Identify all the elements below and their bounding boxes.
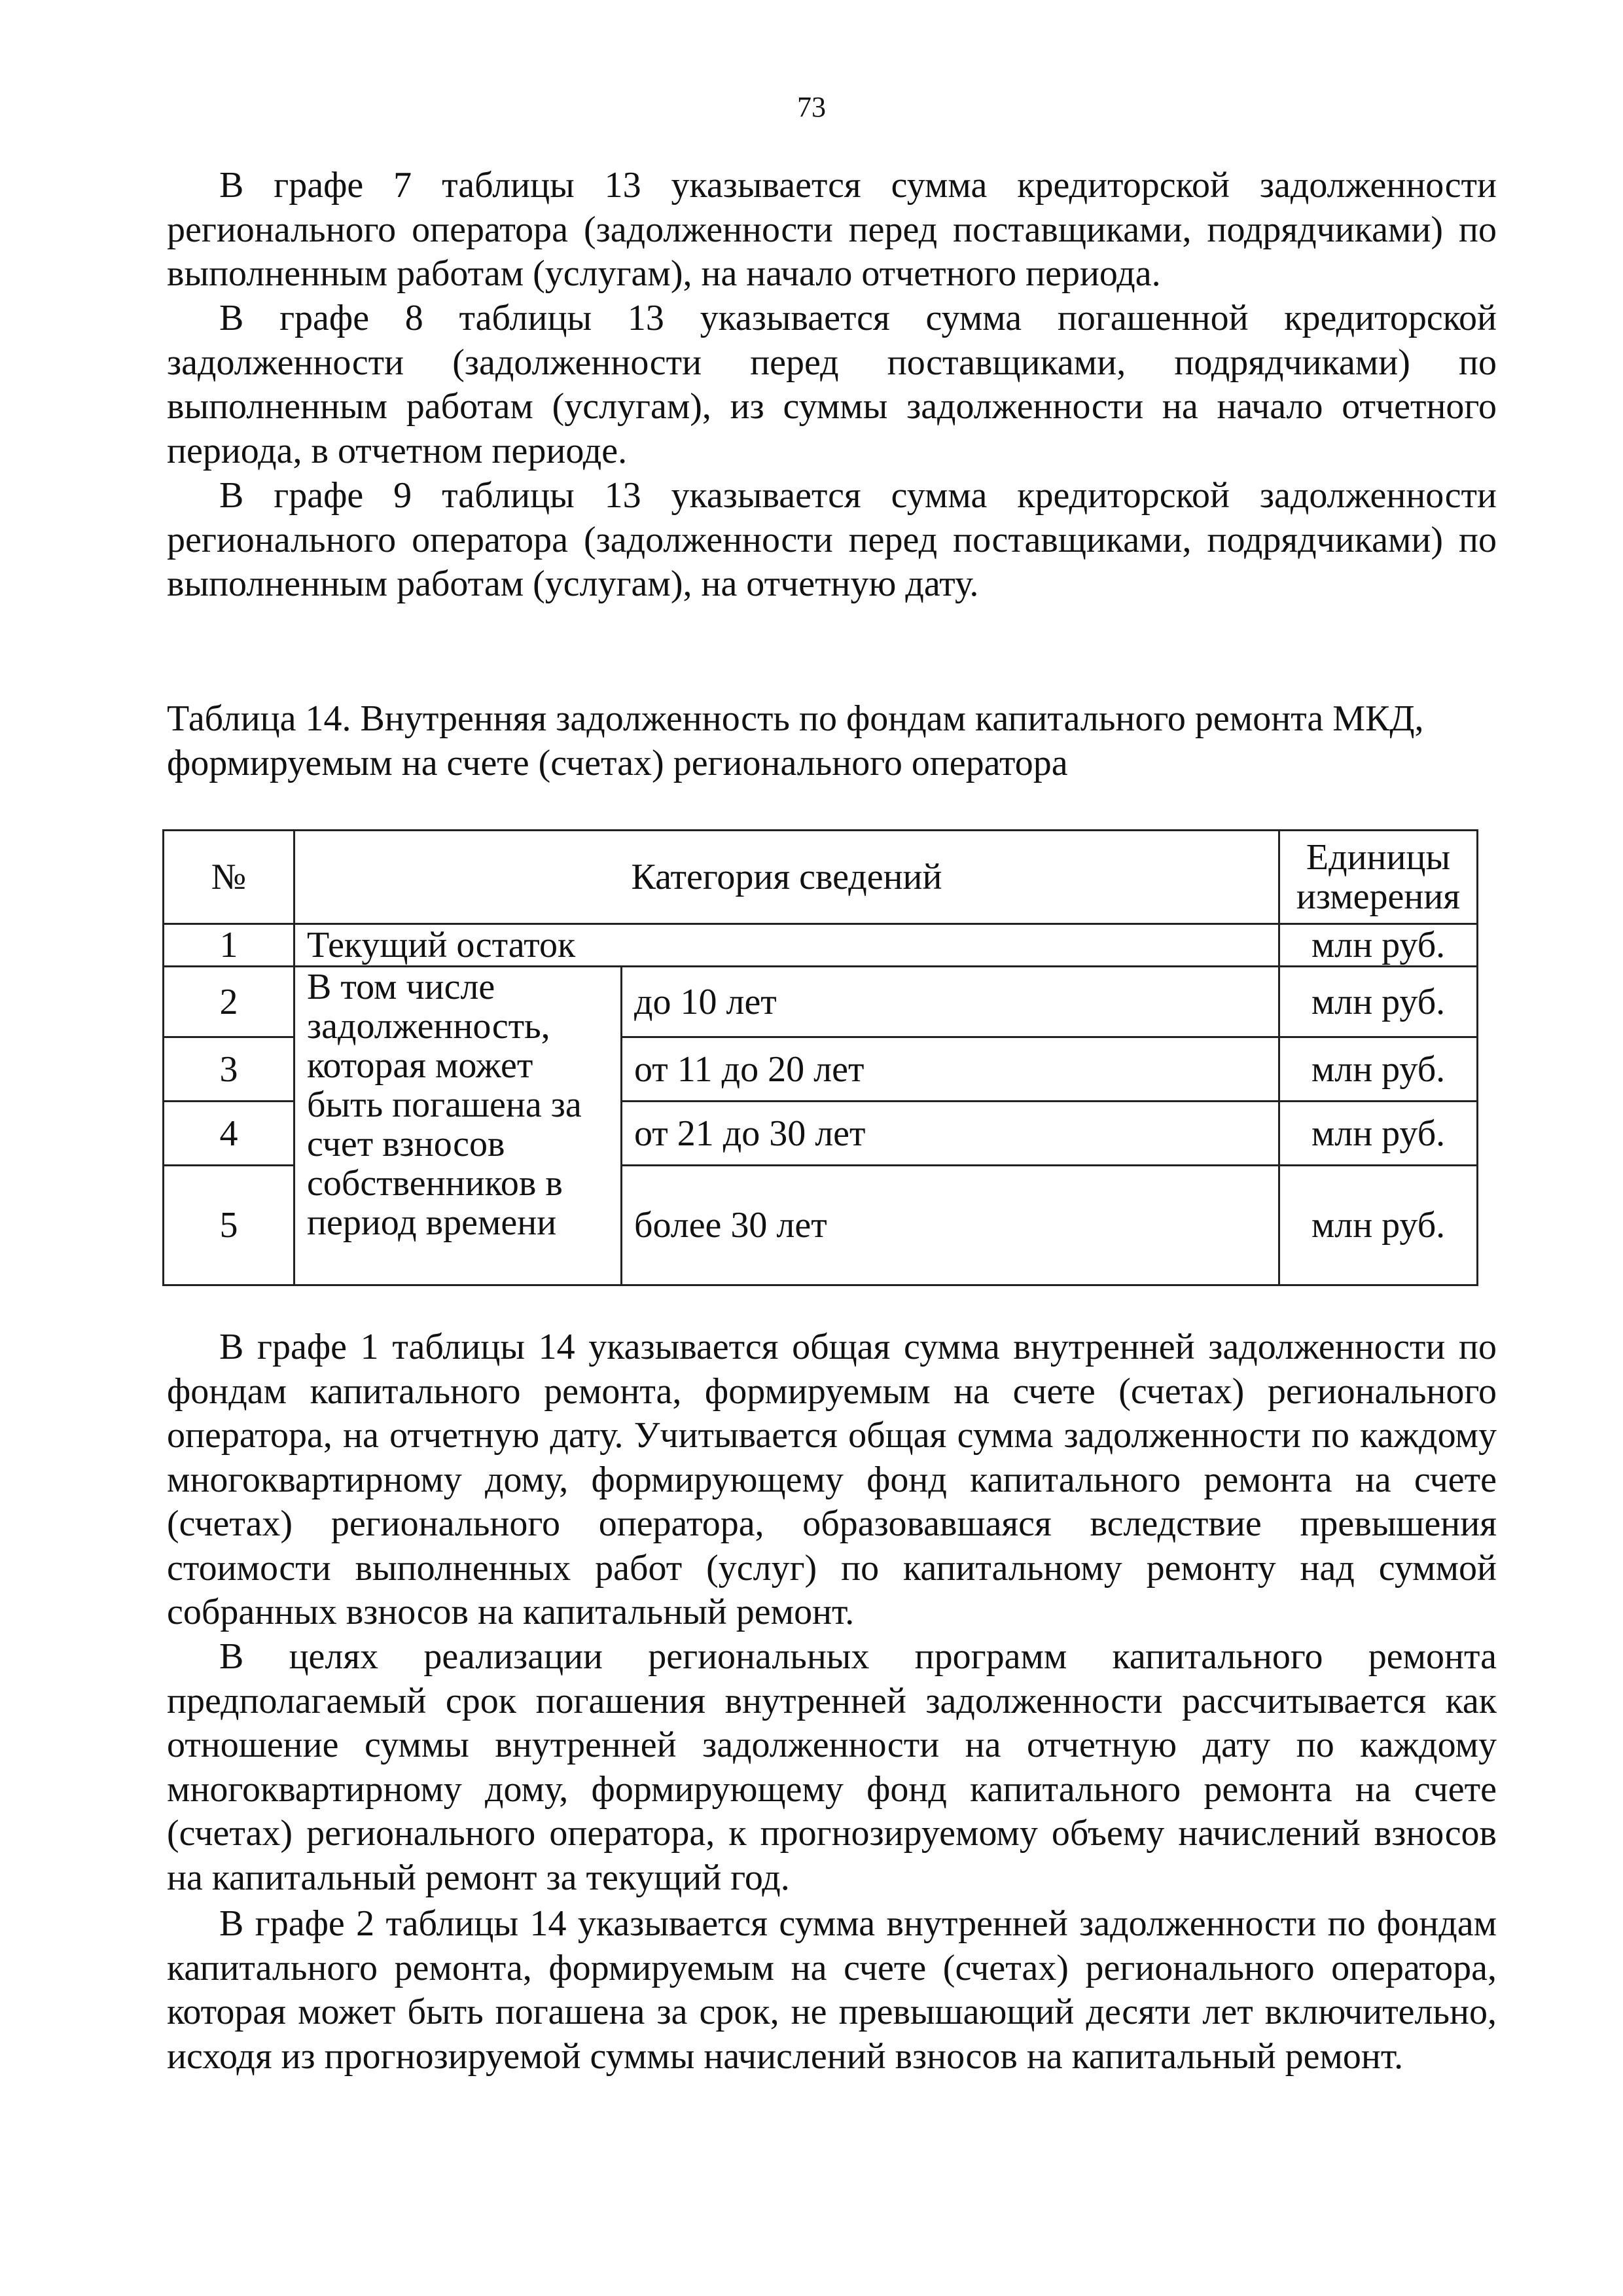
paragraph-repayment-term: В целях реализации региональных программ капитального ремонта предполагаемый срок погашения внутренней задолженности рассчитывается как отношение суммы внутренней задолженности на отчетную дату по каждому многоквартирному дому, формирующему фонд капитального ремонта на счете (счетах) регионального оператора, к прогнозируемому объему начислений взносов на капитальный ремонт за текущий год. xyxy=(167,1636,1497,1898)
table-row xyxy=(164,967,1478,1037)
row-period: от 21 до 30 лет xyxy=(622,1102,1279,1166)
row-unit: млн руб. xyxy=(1279,1037,1478,1102)
row-unit: млн руб. xyxy=(1279,1166,1478,1285)
group-label: В том числе задолженность, которая может быть погашена за счет взносов собственников в период времени xyxy=(294,967,622,1285)
paragraph-column-8: В графе 8 таблицы 13 указывается сумма погашенной кредиторской задолженности (задолженности перед поставщиками, подрядчиками) по выполненным работам (услугам), из суммы задолженности на начало отчетного периода, в отчетном периоде. xyxy=(167,298,1497,471)
header-category: Категория сведений xyxy=(294,831,1279,924)
paragraph-column-1: В графе 1 таблицы 14 указывается общая сумма внутренней задолженности по фондам капитального ремонта, формируемым на счете (счетах) регионального оператора, на отчетную дату. Учитывается общая сумма задолженности по каждому многоквартирному дому, формирующему фонд капитального ремонта на счете (счетах) регионального оператора, образовавшаяся вследствие превышения стоимости выполненных работ (услуг) по капитальному ремонту над суммой собранных взносов на капитальный ремонт. xyxy=(167,1327,1497,1632)
paragraph-column-7: В графе 7 таблицы 13 указывается сумма кредиторской задолженности регионального оператора (задолженности перед поставщиками, подрядчиками) по выполненным работам (услугам), на начало отчетного периода. xyxy=(167,165,1497,294)
page-number: 73 xyxy=(797,91,826,123)
header-num: № xyxy=(164,831,294,924)
row-period: до 10 лет xyxy=(622,967,1279,1037)
row-num: 2 xyxy=(164,967,294,1037)
row-period: более 30 лет xyxy=(622,1166,1279,1285)
row-unit: млн руб. xyxy=(1279,967,1478,1037)
table-row xyxy=(164,924,1478,967)
table-caption: Таблица 14. Внутренняя задолженность по фондам капитального ремонта МКД, формируемым на счете (счетах) регионального оператора xyxy=(167,698,1424,783)
row-num: 1 xyxy=(164,924,294,967)
header-unit: Единицы измерения xyxy=(1279,831,1478,924)
row-category: Текущий остаток xyxy=(294,924,1279,967)
debt-table xyxy=(162,829,1478,1286)
row-num: 4 xyxy=(164,1102,294,1166)
row-period: от 11 до 20 лет xyxy=(622,1037,1279,1102)
paragraph-column-9: В графе 9 таблицы 13 указывается сумма кредиторской задолженности регионального оператора (задолженности перед поставщиками, подрядчиками) по выполненным работам (услугам), на отчетную дату. xyxy=(167,475,1497,604)
table-header-row xyxy=(164,831,1478,924)
row-unit: млн руб. xyxy=(1279,1102,1478,1166)
row-num: 5 xyxy=(164,1166,294,1285)
paragraph-column-2: В графе 2 таблицы 14 указывается сумма внутренней задолженности по фондам капитального ремонта, формируемым на счете (счетах) регионального оператора, которая может быть погашена за срок, не превышающий десяти лет включительно, исходя из прогнозируемой суммы начислений взносов на капитальный ремонт. xyxy=(167,1903,1497,2077)
row-unit: млн руб. xyxy=(1279,924,1478,967)
row-num: 3 xyxy=(164,1037,294,1102)
